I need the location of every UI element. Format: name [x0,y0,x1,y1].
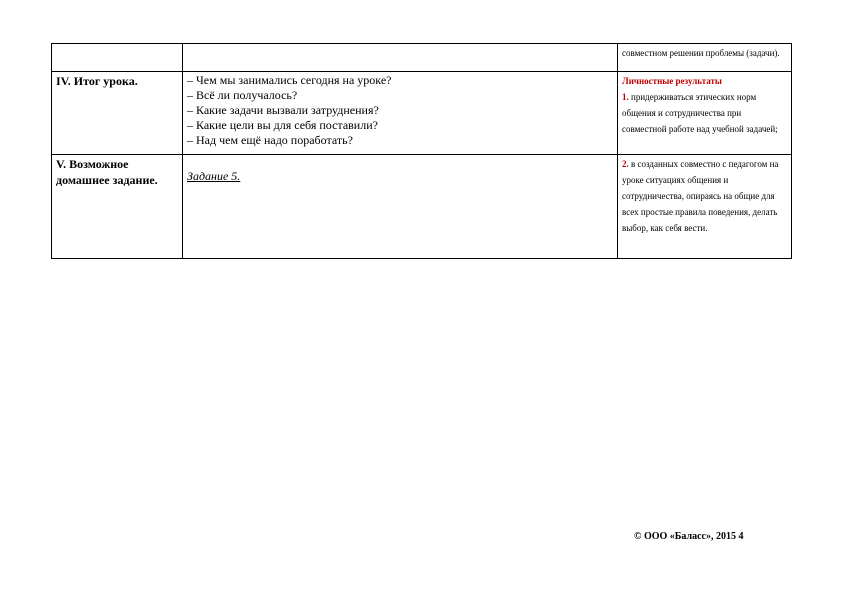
page-footer: © ООО «Баласс», 2015 4 [634,531,744,542]
homework-task: Задание 5. [187,169,241,183]
question-item: – Какие задачи вызвали затруднения? [187,103,379,117]
table-row [52,44,792,72]
homework-cell [183,155,618,259]
personal-results-cell [618,155,792,259]
personal-results-cell [618,72,792,155]
stage-summary-title: IV. Итог урока. [52,72,183,155]
lesson-plan-table [51,43,792,259]
stage-homework-title: V. Возможное домашнее задание. [52,155,183,259]
question-item: – Над чем ещё надо поработать? [187,133,353,147]
result-text: в созданных совместно с педагогом на уроке ситуациях общения и сотрудничества, опираясь на общие для всех простые правила поведения, делать выбор, как себя вести. [622,159,779,233]
table-row [52,155,792,259]
question-list [187,73,613,148]
question-item: – Чем мы занимались сегодня на уроке? [187,73,392,87]
questions-cell [183,72,618,155]
result-item [622,156,787,236]
question-item: – Какие цели вы для себя поставили? [187,118,378,132]
results-heading: Личностные результаты [622,76,722,86]
results-continuation: совместном решении проблемы (задачи). [618,44,792,72]
result-number: 1. [622,92,629,102]
result-item [622,89,787,137]
question-item: – Всё ли получалось? [187,88,298,102]
table-cell-empty [52,44,183,72]
result-number: 2. [622,159,629,169]
table-row [52,72,792,155]
table-cell-empty [183,44,618,72]
result-text: придерживаться этических норм общения и сотрудничества при совместной работе над учебной задачей; [622,92,778,134]
